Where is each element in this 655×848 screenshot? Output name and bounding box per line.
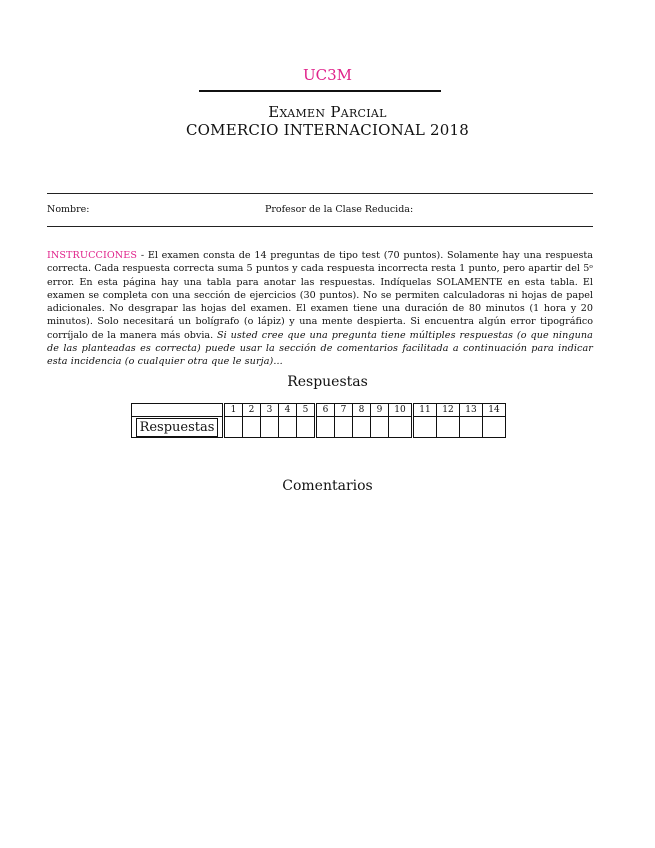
answer-cell[interactable]: [297, 417, 316, 438]
answer-cell[interactable]: [243, 417, 261, 438]
divider-top: [47, 193, 593, 194]
answer-cell[interactable]: [261, 417, 279, 438]
answer-cell[interactable]: [279, 417, 297, 438]
answer-row-label-cell: [132, 417, 224, 438]
question-number: 7: [335, 404, 353, 417]
question-number: 2: [243, 404, 261, 417]
question-number: 6: [316, 404, 335, 417]
instructions-heading: INSTRUCCIONES: [47, 250, 138, 261]
answer-cell[interactable]: [224, 417, 243, 438]
answer-cell[interactable]: [371, 417, 389, 438]
title-rule: [199, 90, 441, 92]
answer-cell[interactable]: [316, 417, 335, 438]
answer-cell[interactable]: [389, 417, 413, 438]
answer-cell[interactable]: [413, 417, 437, 438]
corner-cell: [132, 404, 224, 417]
comments-title: Comentarios: [282, 478, 373, 494]
instructions: [47, 249, 593, 369]
university-name: UC3M: [302, 66, 353, 84]
answers-table: [131, 403, 506, 438]
question-number-row: [132, 404, 506, 417]
question-number: 10: [389, 404, 413, 417]
question-number: 5: [297, 404, 316, 417]
answer-cell[interactable]: [483, 417, 506, 438]
instructions-body: - El examen consta de 14 preguntas de tipo test (70 puntos). Solamente hay una respuesta correcta. Cada respuesta correcta suma 5 puntos y cada respuesta incorrecta resta 1 punto, pero apartir del 5ᵒ error. En esta página hay una tabla para anotar las respuestas. Indíquelas SOLAMENTE en esta tabla. El examen se completa con una sección de ejercicios (30 puntos). No se permiten calculadoras ni hojas de papel adicionales. No desgrapar las hojas del examen. El examen tiene una duración de 80 minutos (1 hora y 20 minutos). Solo necesitará un bolígrafo (o lápiz) y una mente despierta. Si encuentra algún error tipográfico corríjalo de la manera más obvia.: [47, 250, 593, 341]
answer-cell[interactable]: [437, 417, 460, 438]
exam-kind: Examen Parcial: [268, 103, 387, 121]
answer-row: [132, 417, 506, 438]
answer-row-label: Respuestas: [136, 418, 219, 437]
answer-cell[interactable]: [353, 417, 371, 438]
question-number: 8: [353, 404, 371, 417]
question-number: 12: [437, 404, 460, 417]
instructions-note: Si usted cree que una pregunta tiene múltiples respuestas (o que ninguna de las planteadas es correcta) puede usar la sección de comentarios facilitada a continuación para indicar esta incidencia (o cualquier otra que le surja)...: [47, 329, 593, 368]
question-number: 9: [371, 404, 389, 417]
answers-title: Respuestas: [287, 374, 368, 390]
question-number: 4: [279, 404, 297, 417]
name-label: Nombre:: [47, 204, 90, 215]
divider-bottom: [47, 226, 593, 227]
professor-label: Profesor de la Clase Reducida:: [265, 204, 414, 215]
question-number: 3: [261, 404, 279, 417]
question-number: 13: [460, 404, 483, 417]
exam-subject: COMERCIO INTERNACIONAL 2018: [185, 121, 470, 139]
question-number: 14: [483, 404, 506, 417]
answer-cell[interactable]: [460, 417, 483, 438]
question-number: 1: [224, 404, 243, 417]
answer-cell[interactable]: [335, 417, 353, 438]
question-number: 11: [413, 404, 437, 417]
